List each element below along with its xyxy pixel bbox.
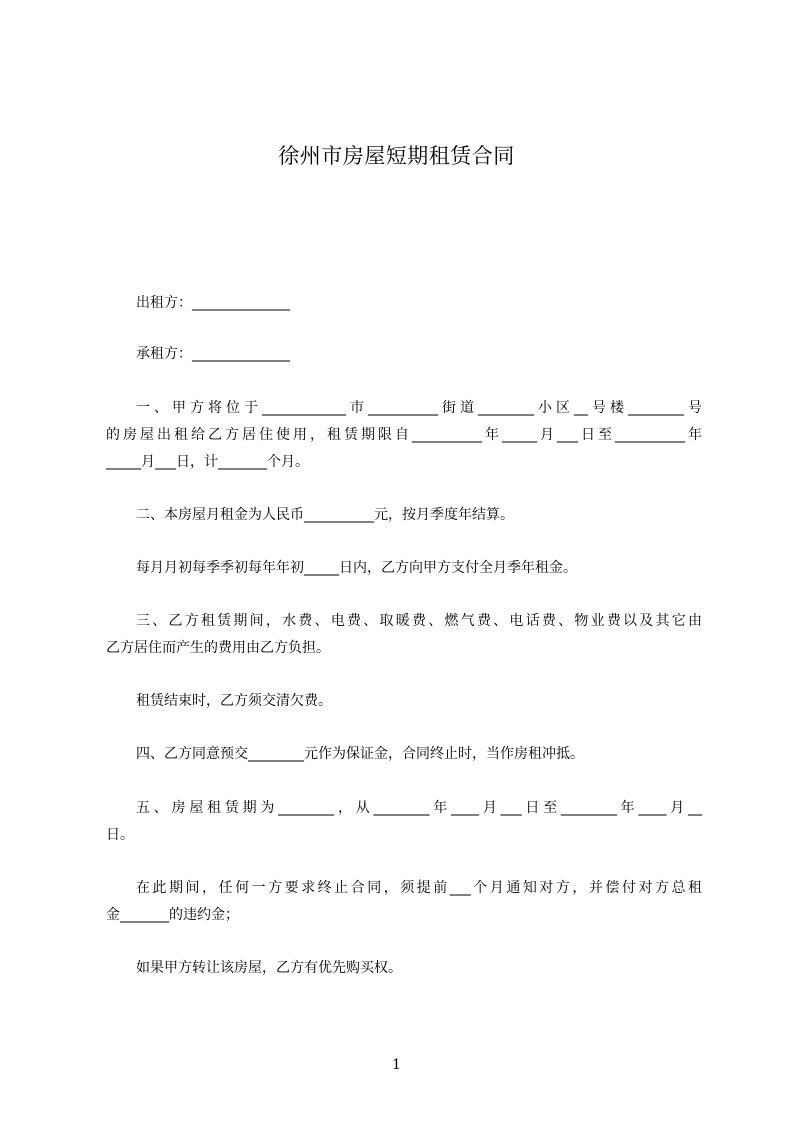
clause-1-line-1: 一、甲方将位于____________市__________街道________小区__号楼________号 xyxy=(136,400,702,416)
clause-4-text: 四、乙方同意预交________元作为保证金，合同终止时，当作房租冲抵。 xyxy=(136,746,584,762)
clause-4 xyxy=(106,741,702,768)
preemption-clause xyxy=(106,955,702,982)
clause-3-settlement xyxy=(106,688,702,715)
clause-5 xyxy=(106,795,702,849)
lessor-line xyxy=(106,290,702,317)
preemption-text: 如果甲方转让该房屋，乙方有优先购买权。 xyxy=(136,960,402,976)
clause-2-payment xyxy=(106,555,702,582)
document-title: 徐州市房屋短期租赁合同 xyxy=(278,144,515,168)
clause-1 xyxy=(106,395,702,476)
clause-3-line-1: 三、乙方租赁期间，水费、电费、取暖费、燃气费、电话费、物业费以及其它由 xyxy=(136,613,702,629)
clause-3-line-3: 租赁结束时，乙方须交清欠费。 xyxy=(136,693,332,709)
clause-1-line-2: 的房屋出租给乙方居住使用，租赁期限自__________年_____月___日至__________年 xyxy=(106,427,702,443)
clause-1-line-3: _____月___日，计_______个月。 xyxy=(106,454,309,470)
page-number: 1 xyxy=(392,1057,401,1073)
clause-2 xyxy=(106,502,702,529)
clause-5-line-2: 日。 xyxy=(106,827,134,843)
lessor-text: 出租方：______________ xyxy=(136,295,290,311)
clause-3 xyxy=(106,608,702,662)
lessee-line xyxy=(106,341,702,368)
clause-2-line-1: 二、本房屋月租金为人民币__________元，按月季度年结算。 xyxy=(136,507,514,523)
clause-3-line-2: 乙方居住而产生的费用由乙方负担。 xyxy=(106,640,330,656)
clause-5-line-1: 五、房屋租赁期为________，从________年____月___日至________年____月__ xyxy=(136,800,702,816)
lessee-text: 承租方：______________ xyxy=(136,346,290,362)
clause-2-line-2: 每月月初每季季初每年年初_____日内，乙方向甲方支付全月季年租金。 xyxy=(136,560,577,576)
termination-line-2: 金_______的违约金； xyxy=(106,907,239,923)
termination-line-1: 在此期间，任何一方要求终止合同，须提前___个月通知对方，并偿付对方总租 xyxy=(136,880,702,896)
termination-clause xyxy=(106,875,702,929)
